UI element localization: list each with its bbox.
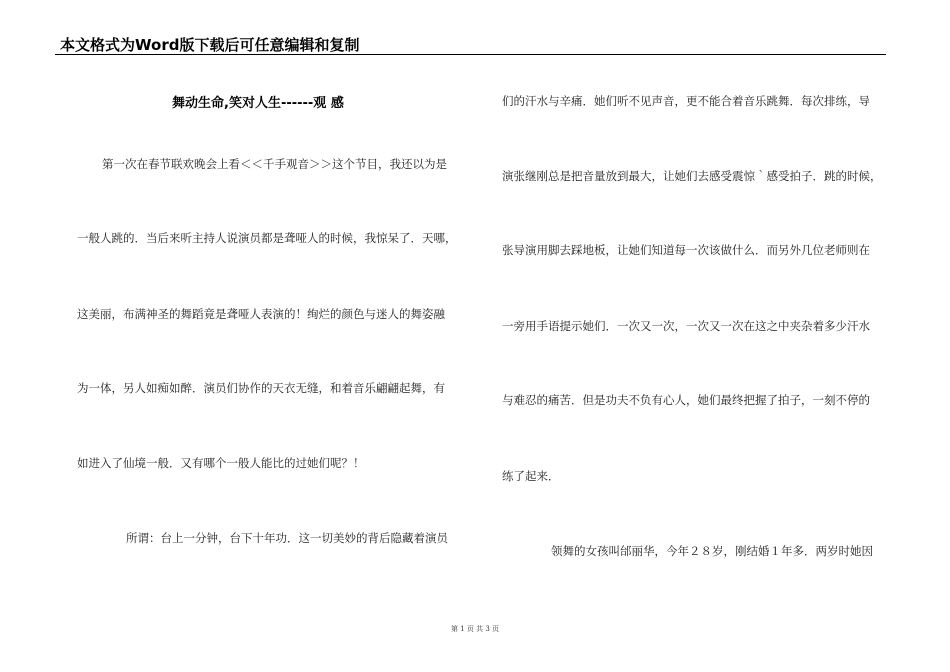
right-paragraph-line: 领舞的女孩叫邰丽华，今年２８岁，刚结婚１年多．两岁时她因	[551, 544, 873, 558]
right-paragraph-line: 练了起来．	[502, 469, 560, 483]
left-paragraph-line: 如进入了仙境一般．又有哪个一般人能比的过她们呢？！	[77, 456, 365, 470]
right-paragraph-line: 与难忍的痛苦．但是功夫不负有心人，她们最终把握了拍子，一刻不停的	[502, 393, 870, 407]
right-paragraph-line: 演张继刚总是把音量放到最大，让她们去感受震惊｀感受拍子．跳的时候，	[502, 169, 882, 183]
left-paragraph-line: 一般人跳的．当后来听主持人说演员都是聋哑人的时候，我惊呆了．天哪，	[77, 231, 457, 245]
left-paragraph-line: 所谓：台上一分钟，台下十年功．这一切美妙的背后隐藏着演员	[126, 531, 448, 545]
left-paragraph-line: 为一体，另人如痴如醉．演员们协作的天衣无缝，和着音乐翩翩起舞，有	[77, 381, 445, 395]
header-divider	[55, 54, 886, 55]
page-number: 第 1 页 共 3 页	[450, 625, 500, 633]
left-paragraph-line: 这美丽，布满神圣的舞蹈竟是聋哑人表演的！绚烂的颜色与迷人的舞姿融	[77, 307, 445, 321]
right-paragraph-line: 一旁用手语提示她们．一次又一次，一次又一次在这之中夹杂着多少汗水	[502, 319, 870, 333]
header-title: 本文格式为Word版下载后可任意编辑和复制	[60, 36, 360, 54]
right-paragraph-line: 们的汗水与辛痛．她们听不见声音，更不能合着音乐跳舞．每次排练，导	[502, 94, 870, 108]
right-paragraph-line: 张导演用脚去踩地板，让她们知道每一次该做什么．而另外几位老师则在	[502, 243, 870, 257]
document-title: 舞动生命,笑对人生------观 感	[172, 96, 344, 111]
left-paragraph-line: 第一次在春节联欢晚会上看＜＜千手观音＞＞这个节目，我还以为是	[102, 157, 447, 171]
